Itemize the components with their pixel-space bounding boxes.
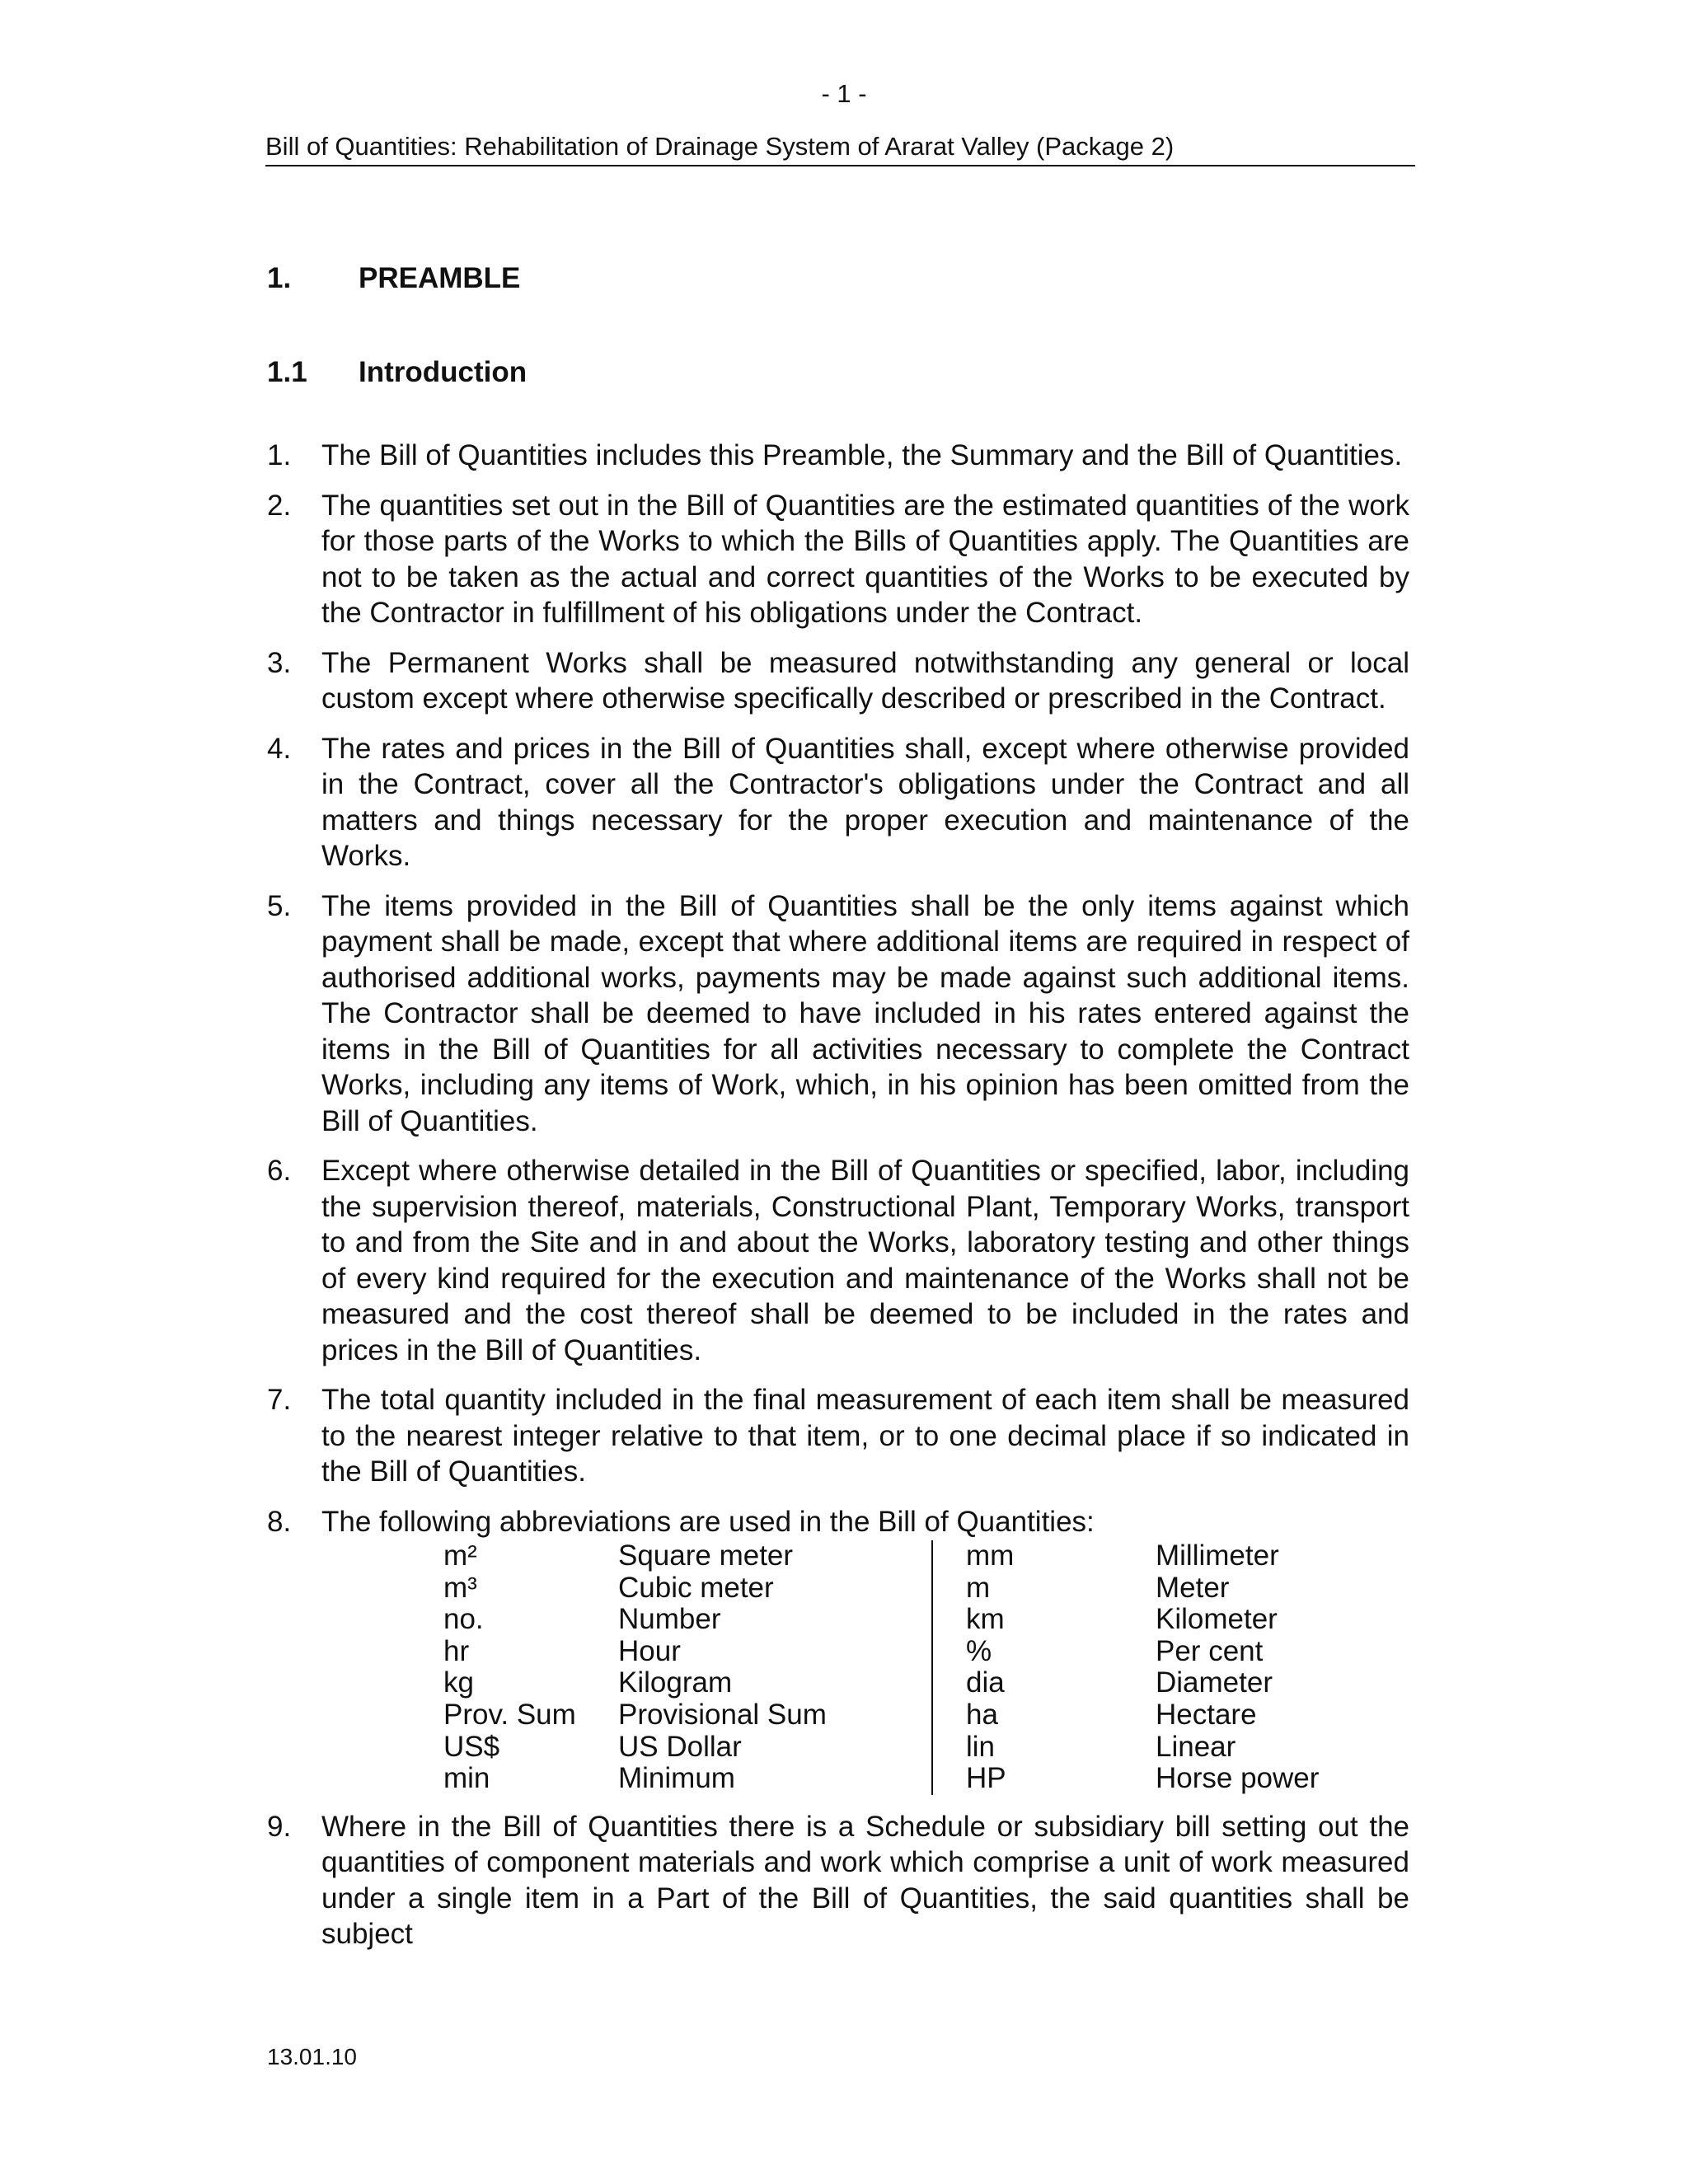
- item-text: The items provided in the Bill of Quantities shall be the only items against which payment shall be made, except that where additional items are required in respect of authorised additional works, payments may be made against such additional items. The Contractor shall be deemed to have included in his rates entered against the items in the Bill of Quantities for all activities necessary to complete the Contract Works, including any items of Work, which, in his opinion has been omitted from the Bill of Quantities.: [321, 889, 1409, 1137]
- abbreviation: ha: [932, 1699, 1156, 1732]
- abbreviation-meaning: Linear: [1156, 1730, 1236, 1763]
- footer-date: 13.01.10: [267, 2044, 357, 2069]
- table-row: [443, 1540, 1370, 1572]
- abbreviation: kg: [443, 1666, 474, 1699]
- abbreviation: m³: [443, 1571, 477, 1604]
- abbreviation-meaning: Millimeter: [1156, 1540, 1279, 1572]
- table-row: [443, 1699, 1370, 1732]
- subsection-number: 1.1: [267, 356, 307, 388]
- item-text: The Permanent Works shall be measured notwithstanding any general or local custom except where otherwise specifically described or prescribed in the Contract.: [321, 646, 1409, 715]
- abbreviation: hr: [443, 1634, 470, 1667]
- list-item: [267, 1809, 1409, 1952]
- list-item: [267, 488, 1409, 631]
- table-row: [443, 1732, 1370, 1764]
- abbreviation: no.: [443, 1603, 484, 1636]
- table-row: [443, 1572, 1370, 1605]
- list-item: [267, 1153, 1409, 1368]
- list-item: [267, 731, 1409, 874]
- abbreviation-meaning: Minimum: [618, 1762, 735, 1795]
- subsection-heading: [267, 356, 527, 389]
- section-title: PREAMBLE: [359, 262, 521, 294]
- item-text: The following abbreviations are used in the Bill of Quantities:: [321, 1505, 1095, 1538]
- item-number: 2.: [267, 489, 292, 522]
- abbreviation-meaning: Horse power: [1156, 1762, 1320, 1795]
- abbreviation-meaning: Hour: [618, 1634, 681, 1667]
- table-row: [443, 1763, 1370, 1795]
- item-number: 1.: [267, 439, 292, 471]
- preamble-item-list: [267, 438, 1409, 1966]
- abbreviation: HP: [932, 1763, 1156, 1795]
- abbreviation: m²: [443, 1540, 477, 1572]
- subsection-title: Introduction: [359, 356, 528, 388]
- abbreviation-meaning: Meter: [1156, 1571, 1230, 1604]
- abbreviation: dia: [932, 1667, 1156, 1699]
- item-number: 7.: [267, 1384, 292, 1416]
- table-row: [443, 1667, 1370, 1699]
- item-text: The rates and prices in the Bill of Quantities shall, except where otherwise provided in the Contract, cover all the Contractor's obligations under the Contract and all matters and things necessary for the proper execution and maintenance of the Works.: [321, 732, 1409, 872]
- abbreviation-meaning: Cubic meter: [618, 1571, 774, 1604]
- table-row: [443, 1636, 1370, 1668]
- abbreviation-meaning: Kilogram: [618, 1666, 733, 1699]
- item-number: 8.: [267, 1505, 292, 1538]
- list-item: [267, 438, 1409, 474]
- item-number: 3.: [267, 646, 292, 679]
- list-item: [267, 1382, 1409, 1490]
- page-number: - 1 -: [821, 79, 867, 108]
- abbreviation-meaning: Number: [618, 1603, 721, 1636]
- list-item: [267, 645, 1409, 717]
- item-number: 4.: [267, 732, 292, 765]
- abbreviation: US$: [443, 1730, 500, 1763]
- item-text: Except where otherwise detailed in the Bill of Quantities or specified, labor, including the supervision thereof, materials, Constructional Plant, Temporary Works, transport to and from the Site and in and about the Works, laboratory testing and other things of every kind required for the execution and maintenance of the Works shall not be measured and the cost thereof shall be deemed to be included in the rates and prices in the Bill of Quantities.: [321, 1155, 1409, 1366]
- section-number: 1.: [267, 262, 292, 294]
- abbreviation-meaning: Provisional Sum: [618, 1698, 827, 1731]
- abbreviation: km: [932, 1604, 1156, 1636]
- abbreviation: %: [932, 1636, 1156, 1668]
- item-text: The quantities set out in the Bill of Quantities are the estimated quantities of the work for those parts of the Works to which the Bills of Quantities apply. The Quantities are not to be taken as the actual and correct quantities of the Works to be executed by the Contractor in fulfillment of his obligations under the Contract.: [321, 489, 1409, 629]
- item-text: The total quantity included in the final measurement of each item shall be measured to the nearest integer relative to that item, or to one decimal place if so indicated in the Bill of Quantities.: [321, 1384, 1409, 1488]
- list-item: [267, 888, 1409, 1140]
- table-row: [443, 1604, 1370, 1636]
- abbreviation: min: [443, 1762, 490, 1795]
- running-header: Bill of Quantities: Rehabilitation of Drainage System of Ararat Valley (Package 2): [265, 132, 1415, 166]
- list-item: [267, 1504, 1409, 1795]
- item-number: 6.: [267, 1155, 292, 1187]
- abbreviation-meaning: Square meter: [618, 1540, 794, 1572]
- item-text: Where in the Bill of Quantities there is a Schedule or subsidiary bill setting out the quantities of component materials and work which comprise a unit of work measured under a single item in a Part of the Bill of Quantities, the said quantities shall be subject: [321, 1810, 1409, 1951]
- abbreviation-meaning: US Dollar: [618, 1730, 742, 1763]
- abbreviation: Prov. Sum: [443, 1698, 576, 1731]
- abbreviation: lin: [932, 1732, 1156, 1764]
- abbreviation-meaning: Hectare: [1156, 1698, 1257, 1731]
- abbreviation-meaning: Kilometer: [1156, 1603, 1278, 1636]
- abbreviations-table: [443, 1540, 1370, 1795]
- item-number: 9.: [267, 1810, 292, 1843]
- item-number: 5.: [267, 889, 292, 922]
- abbreviation: mm: [932, 1540, 1156, 1572]
- abbreviation-meaning: Per cent: [1156, 1634, 1264, 1667]
- item-text: The Bill of Quantities includes this Preamble, the Summary and the Bill of Quantities.: [321, 439, 1403, 471]
- section-heading: [267, 262, 520, 295]
- abbreviation-meaning: Diameter: [1156, 1666, 1273, 1699]
- abbreviation: m: [932, 1572, 1156, 1605]
